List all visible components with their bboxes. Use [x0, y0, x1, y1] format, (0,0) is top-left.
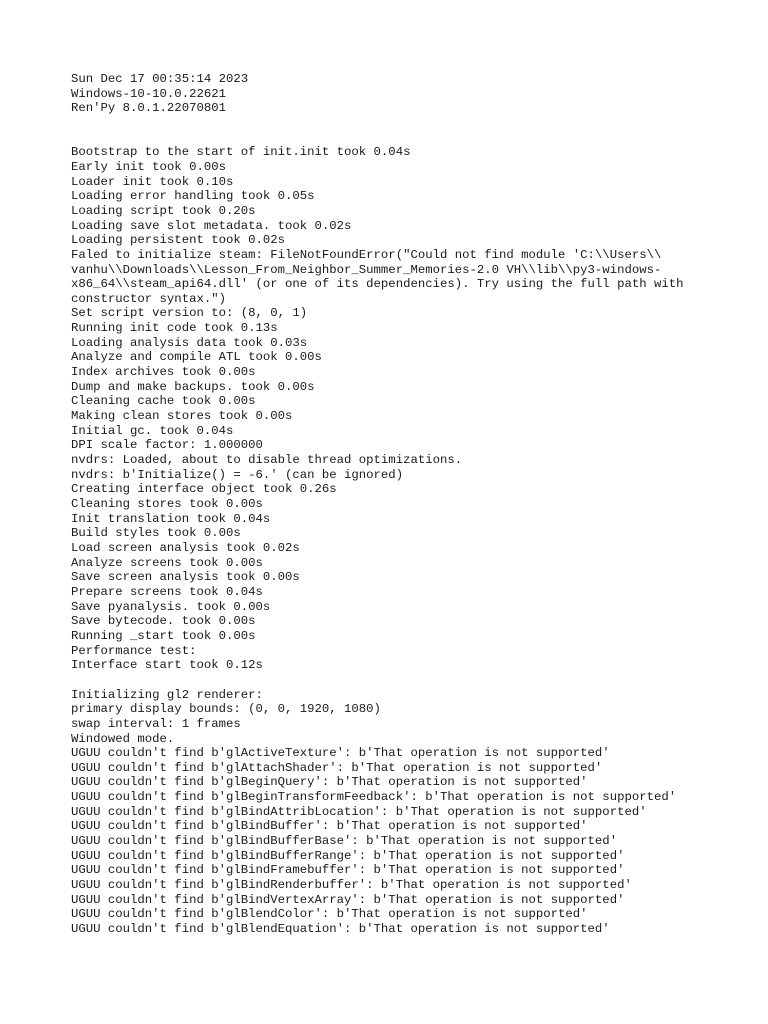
log-line: Save screen analysis took 0.00s: [71, 570, 300, 585]
log-line: DPI scale factor: 1.000000: [71, 438, 263, 453]
log-line: Windowed mode.: [71, 731, 175, 746]
log-line: Set script version to: (8, 0, 1): [71, 306, 308, 321]
log-line: Prepare screens took 0.04s: [71, 584, 263, 599]
log-line-gl-warning: UGUU couldn't find b'glAttachShader': b'That operation is not supported': [71, 760, 603, 775]
log-line: Making clean stores took 0.00s: [71, 409, 293, 424]
log-line-steam-error: constructor syntax."): [71, 291, 226, 306]
log-line: Loading script took 0.20s: [71, 203, 256, 218]
log-line-steam-error: Faled to initialize steam: FileNotFoundError("Could not find module 'C:\\Users\\: [71, 247, 662, 262]
log-line: Loading save slot metadata. took 0.02s: [71, 218, 352, 233]
log-line: nvdrs: b'Initialize() = -6.' (can be ignored): [71, 467, 404, 482]
log-line-gl-warning: UGUU couldn't find b'glBlendColor': b'That operation is not supported': [71, 907, 588, 922]
log-line-steam-error: x86_64\\steam_api64.dll' (or one of its dependencies). Try using the full path with: [71, 277, 684, 292]
log-line-gl-warning: UGUU couldn't find b'glBindBufferRange': b'That operation is not supported': [71, 848, 625, 863]
log-line: Analyze and compile ATL took 0.00s: [71, 350, 322, 365]
log-line: Analyze screens took 0.00s: [71, 555, 263, 570]
log-line-gl-warning: UGUU couldn't find b'glBeginTransformFeedback': b'That operation is not supported': [71, 790, 677, 805]
log-line-gl-warning: UGUU couldn't find b'glActiveTexture': b'That operation is not supported': [71, 746, 610, 761]
log-line: primary display bounds: (0, 0, 1920, 1080): [71, 702, 381, 717]
log-line-gl-warning: UGUU couldn't find b'glBindAttribLocation': b'That operation is not supported': [71, 804, 647, 819]
log-line: Cleaning cache took 0.00s: [71, 394, 256, 409]
log-line: Interface start took 0.12s: [71, 658, 263, 673]
log-line: Creating interface object took 0.26s: [71, 482, 337, 497]
log-line: Index archives took 0.00s: [71, 365, 256, 380]
log-line: nvdrs: Loaded, about to disable thread optimizations.: [71, 453, 463, 468]
log-line-renpy-version: Ren'Py 8.0.1.22070801: [71, 101, 226, 116]
log-startup-block: [71, 145, 751, 673]
log-line: swap interval: 1 frames: [71, 716, 241, 731]
log-line: Save pyanalysis. took 0.00s: [71, 599, 271, 614]
log-line-gl-warning: UGUU couldn't find b'glBindBuffer': b'That operation is not supported': [71, 819, 588, 834]
log-line: Running init code took 0.13s: [71, 321, 278, 336]
log-line-gl-warning: UGUU couldn't find b'glBindVertexArray': b'That operation is not supported': [71, 892, 625, 907]
log-line: Bootstrap to the start of init.init took 0.04s: [71, 145, 411, 160]
log-line-os-version: Windows-10-10.0.22621: [71, 86, 226, 101]
log-line-steam-error: vanhu\\Downloads\\Lesson_From_Neighbor_Summer_Memories-2.0 VH\\lib\\py3-windows-: [71, 262, 662, 277]
log-line: Loading analysis data took 0.03s: [71, 335, 308, 350]
log-line: Running _start took 0.00s: [71, 628, 256, 643]
log-line: Initial gc. took 0.04s: [71, 423, 234, 438]
log-line-gl-warning: UGUU couldn't find b'glBindRenderbuffer': b'That operation is not supported': [71, 878, 632, 893]
log-line-gl-warning: UGUU couldn't find b'glBlendEquation': b'That operation is not supported': [71, 922, 610, 937]
log-line-gl-warning: UGUU couldn't find b'glBeginQuery': b'That operation is not supported': [71, 775, 588, 790]
log-header-block: [71, 72, 751, 116]
log-line: Loader init took 0.10s: [71, 174, 234, 189]
blank-gap: [71, 116, 751, 145]
log-line: Initializing gl2 renderer:: [71, 687, 263, 702]
log-line-gl-warning: UGUU couldn't find b'glBindBufferBase': b'That operation is not supported': [71, 834, 618, 849]
log-line: Init translation took 0.04s: [71, 511, 271, 526]
log-line: Loading error handling took 0.05s: [71, 189, 315, 204]
log-line: Loading persistent took 0.02s: [71, 233, 286, 248]
log-line: Early init took 0.00s: [71, 159, 226, 174]
log-line: Load screen analysis took 0.02s: [71, 540, 300, 555]
log-line-timestamp: Sun Dec 17 00:35:14 2023: [71, 72, 249, 86]
log-line: Performance test:: [71, 643, 197, 658]
log-document: [71, 72, 751, 937]
log-renderer-block: [71, 688, 751, 937]
blank-gap: [71, 673, 751, 688]
log-line: Save bytecode. took 0.00s: [71, 614, 256, 629]
log-line: Build styles took 0.00s: [71, 526, 241, 541]
log-line-gl-warning: UGUU couldn't find b'glBindFramebuffer': b'That operation is not supported': [71, 863, 625, 878]
log-line: Cleaning stores took 0.00s: [71, 497, 263, 512]
log-line: Dump and make backups. took 0.00s: [71, 379, 315, 394]
